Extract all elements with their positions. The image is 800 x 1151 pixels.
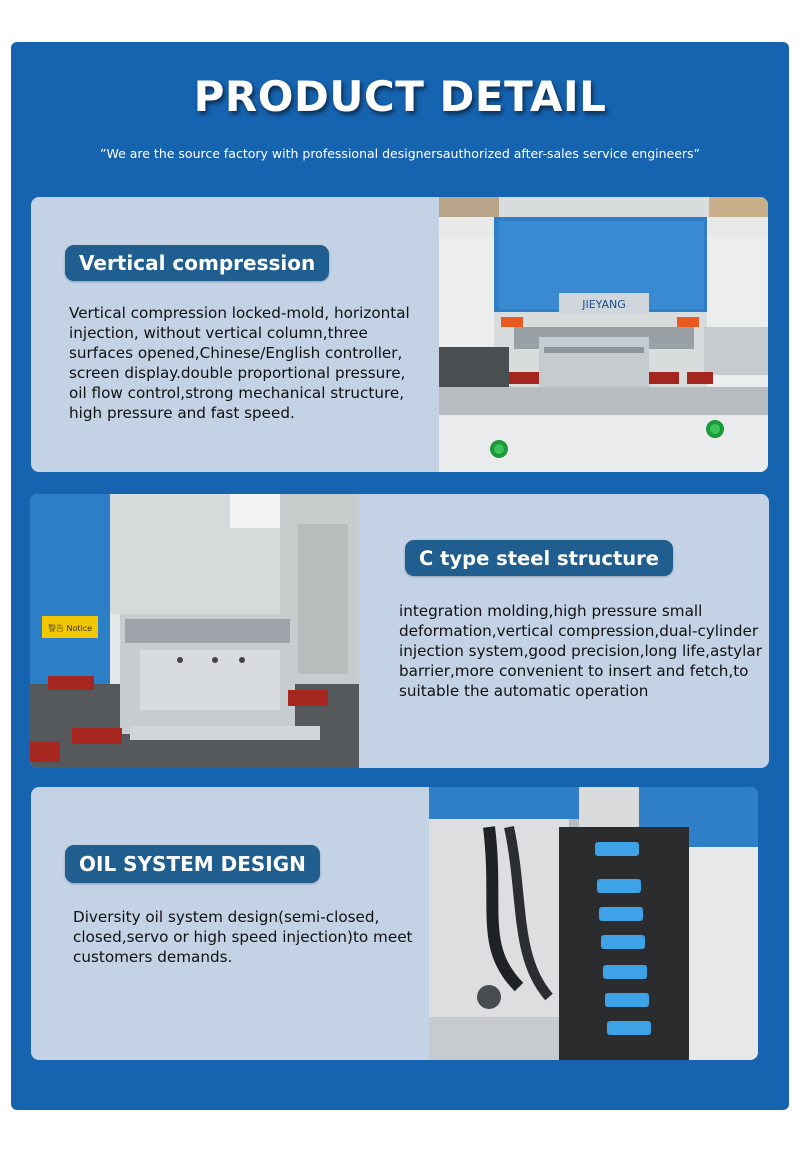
section-heading: C type steel structure bbox=[405, 540, 673, 576]
section-description bbox=[399, 601, 764, 701]
description-line: Diversity oil system design(semi-closed, bbox=[73, 908, 380, 926]
description-line: surfaces opened,Chinese/English controller, bbox=[69, 344, 403, 362]
section-description bbox=[73, 907, 433, 967]
description-line: integration molding,high pressure small bbox=[399, 602, 703, 620]
section-heading: OIL SYSTEM DESIGN bbox=[65, 845, 320, 883]
description-line: high pressure and fast speed. bbox=[69, 404, 295, 422]
section-description bbox=[69, 303, 429, 423]
machine-press-photo bbox=[439, 197, 768, 472]
section-oil-system-design bbox=[31, 787, 758, 1060]
hydraulic-valve-photo bbox=[429, 787, 758, 1060]
description-line: suitable the automatic operation bbox=[399, 682, 649, 700]
description-line: barrier,more convenient to insert and fetch,to bbox=[399, 662, 749, 680]
page-title: PRODUCT DETAIL bbox=[193, 72, 607, 121]
page-subtitle: ”We are the source factory with professional designersauthorized after-sales service engineers” bbox=[99, 146, 701, 161]
section-c-type-steel-structure bbox=[30, 494, 769, 768]
section-heading: Vertical compression bbox=[65, 245, 329, 281]
description-line: Vertical compression locked-mold, horizontal bbox=[69, 304, 410, 322]
mold-block-photo bbox=[30, 494, 359, 768]
section-vertical-compression bbox=[31, 197, 768, 472]
description-line: deformation,vertical compression,dual-cylinder bbox=[399, 622, 759, 640]
brand-label: JIEYANG bbox=[582, 298, 626, 311]
notice-label: 警告 Notice bbox=[47, 624, 93, 633]
description-line: oil flow control,strong mechanical structure, bbox=[69, 384, 405, 402]
description-line: injection, without vertical column,three bbox=[69, 324, 368, 342]
description-line: closed,servo or high speed injection)to meet bbox=[73, 928, 413, 946]
description-line: customers demands. bbox=[73, 948, 233, 966]
description-line: injection system,good precision,long life,astylar bbox=[399, 642, 762, 660]
description-line: screen display.double proportional pressure, bbox=[69, 364, 406, 382]
